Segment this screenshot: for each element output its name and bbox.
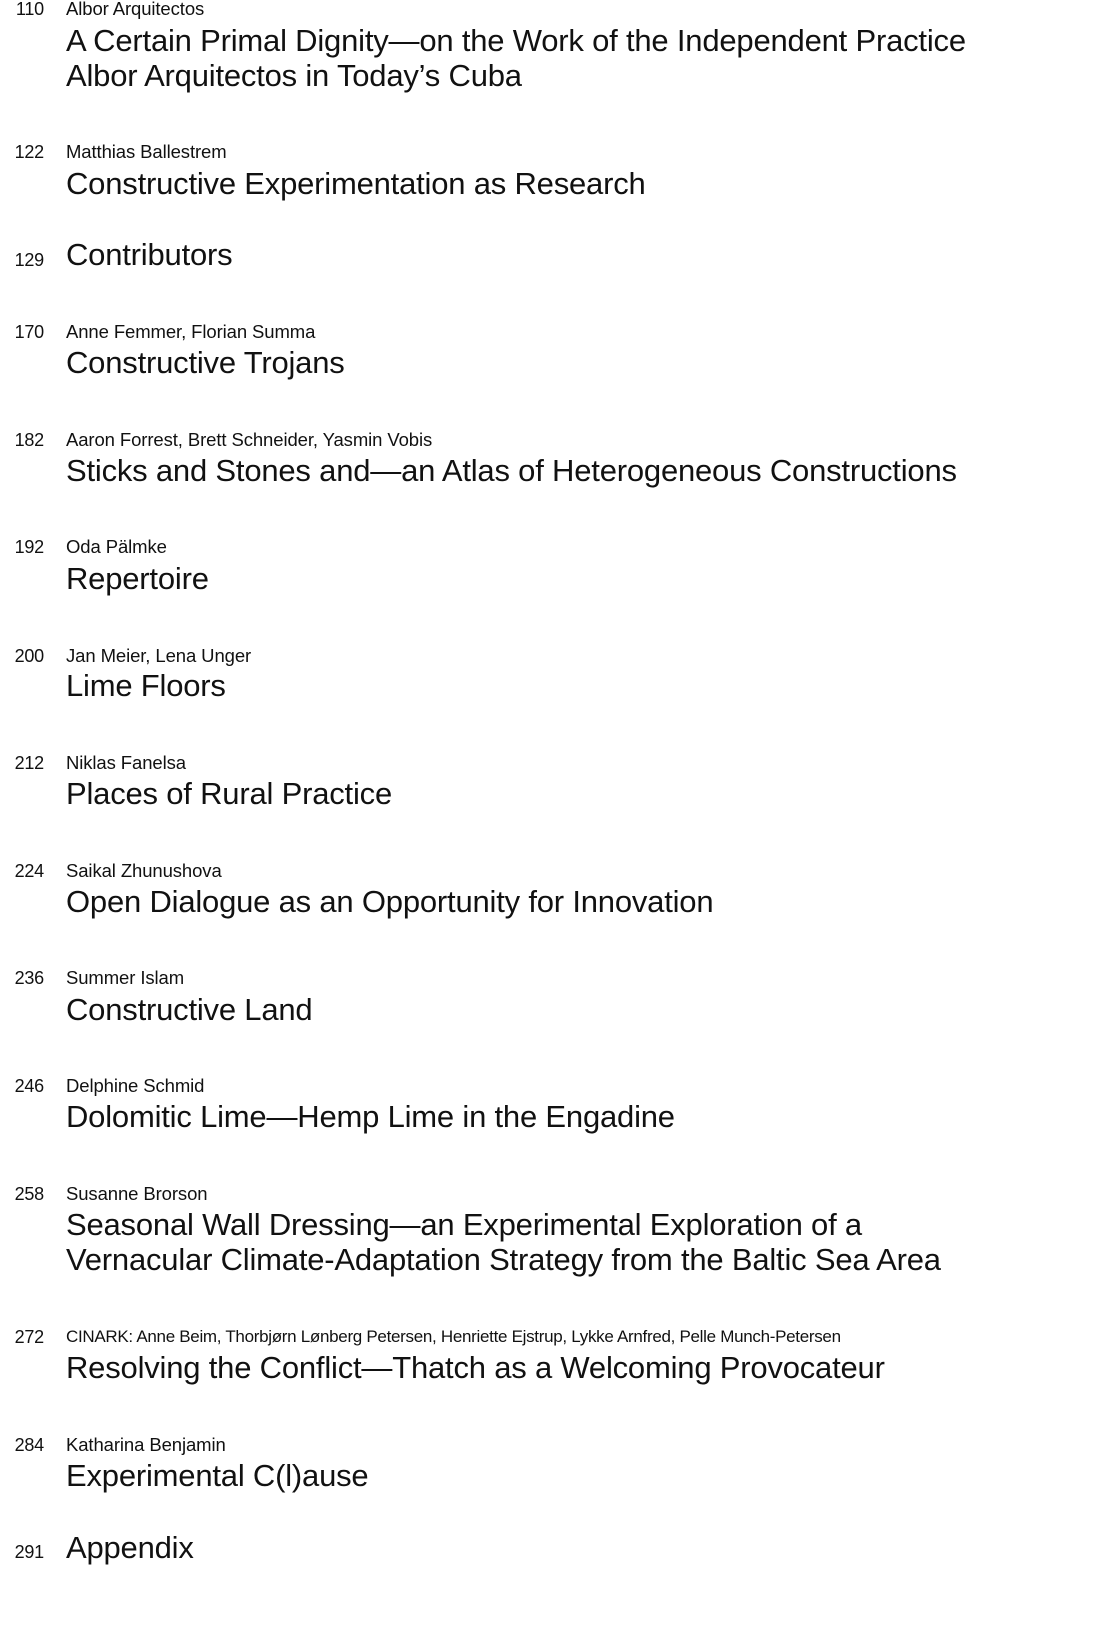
entry-author: CINARK: Anne Beim, Thorbjørn Lønberg Petersen, Henriette Ejstrup, Lykke Arnfred, Pelle Munch-Petersen: [66, 1327, 841, 1346]
entry-title: Appendix: [66, 1530, 194, 1565]
entry-title: Constructive Experimentation as Research: [66, 166, 646, 201]
entry-author: Susanne Brorson: [66, 1183, 208, 1204]
entry-author: Aaron Forrest, Brett Schneider, Yasmin Vobis: [66, 429, 433, 450]
entry-author: Delphine Schmid: [66, 1075, 205, 1096]
entry-title: Dolomitic Lime—Hemp Lime in the Engadine: [66, 1099, 675, 1134]
page-number: 246: [14, 1076, 44, 1096]
page-number: 129: [14, 250, 44, 270]
page-number: 224: [14, 861, 44, 881]
entry-title: Sticks and Stones and—an Atlas of Heterogeneous Constructions: [66, 453, 957, 488]
page-number: 272: [14, 1327, 44, 1347]
entry-title: Vernacular Climate-Adaptation Strategy from the Baltic Sea Area: [66, 1242, 941, 1277]
entry-author: Katharina Benjamin: [66, 1434, 226, 1455]
entry-author: Albor Arquitectos: [66, 0, 205, 19]
page-number: 170: [14, 322, 44, 342]
entry-title: Experimental C(l)ause: [66, 1458, 369, 1493]
entry-title: Constructive Land: [66, 992, 313, 1027]
entry-title: Repertoire: [66, 561, 209, 596]
entry-author: Matthias Ballestrem: [66, 141, 227, 162]
entry-title: Constructive Trojans: [66, 345, 345, 380]
entry-author: Summer Islam: [66, 967, 185, 988]
page-number: 200: [14, 646, 44, 666]
page-number: 110: [15, 0, 44, 19]
entry-title: Open Dialogue as an Opportunity for Innovation: [66, 884, 714, 919]
page-number: 122: [14, 142, 44, 162]
page-number: 236: [14, 968, 44, 988]
page-number: 291: [14, 1542, 44, 1562]
page-number: 258: [14, 1184, 44, 1204]
entry-title: Places of Rural Practice: [66, 776, 392, 811]
entry-title: A Certain Primal Dignity—on the Work of the Independent Practice: [66, 23, 966, 58]
entry-author: Niklas Fanelsa: [66, 752, 186, 773]
page-number: 212: [14, 753, 44, 773]
entry-title: Contributors: [66, 237, 233, 272]
entry-title: Albor Arquitectos in Today’s Cuba: [66, 58, 522, 93]
entry-author: Saikal Zhunushova: [66, 860, 222, 881]
page-number: 182: [14, 430, 44, 450]
entry-author: Jan Meier, Lena Unger: [66, 645, 252, 666]
entry-title: Seasonal Wall Dressing—an Experimental Exploration of a: [66, 1207, 862, 1242]
page-number: 284: [14, 1435, 44, 1455]
entry-title: Lime Floors: [66, 668, 226, 703]
entry-title: Resolving the Conflict—Thatch as a Welcoming Provocateur: [66, 1350, 885, 1385]
page-number: 192: [14, 537, 44, 557]
entry-author: Oda Pälmke: [66, 536, 167, 557]
entry-author: Anne Femmer, Florian Summa: [66, 321, 316, 342]
